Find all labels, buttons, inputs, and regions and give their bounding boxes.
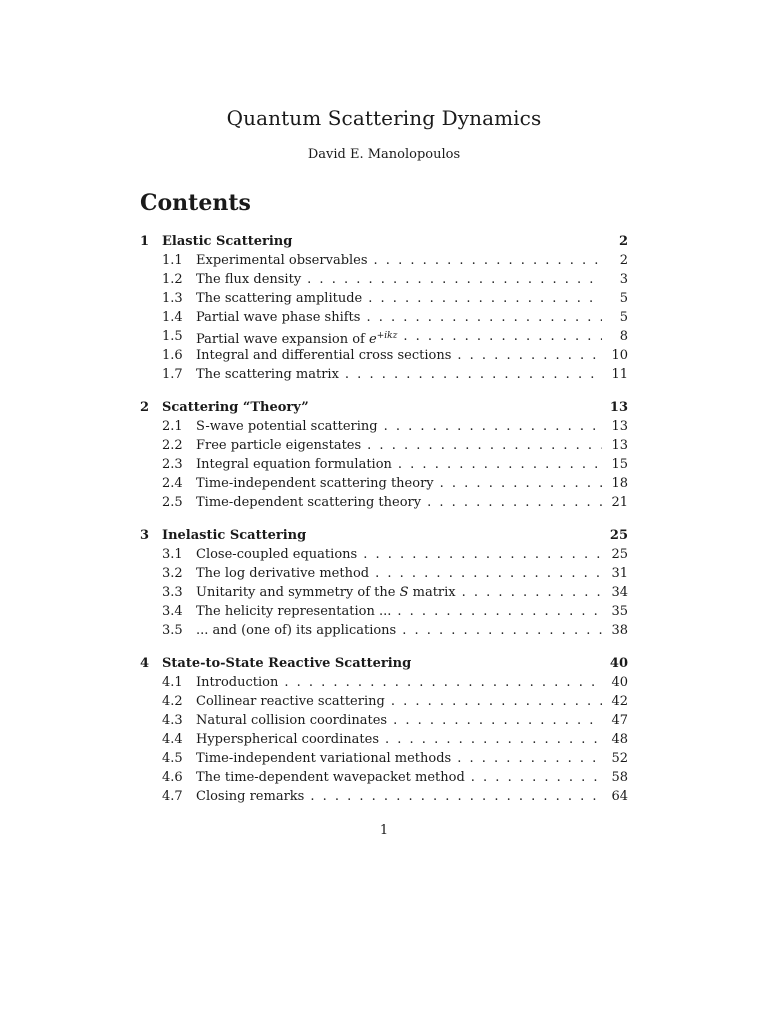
section-page-number: 13 <box>611 438 628 453</box>
toc-chapter-row[interactable] <box>140 232 628 251</box>
dot-leader <box>366 308 602 327</box>
dot-leader <box>403 327 602 346</box>
section-title-text: Hyperspherical coordinates <box>196 732 380 747</box>
section-number: 2.1 <box>162 419 183 434</box>
toc-section-row[interactable] <box>140 251 628 270</box>
section-number: 2.3 <box>162 457 183 472</box>
section-title <box>196 673 284 692</box>
chapter-number: 1 <box>140 234 150 249</box>
section-number: 4.2 <box>162 694 183 709</box>
toc-section-row[interactable] <box>140 365 628 384</box>
toc-section-row[interactable] <box>140 730 628 749</box>
toc-chapter-row[interactable] <box>140 398 628 417</box>
section-page-number: 48 <box>611 732 628 747</box>
toc-section-row[interactable] <box>140 493 628 512</box>
toc-section-row[interactable] <box>140 602 628 621</box>
section-title-text: The flux density <box>196 272 302 287</box>
section-page-number: 34 <box>611 585 628 600</box>
chapter-page-number: 40 <box>609 656 628 671</box>
section-number: 3.4 <box>162 604 183 619</box>
document-author: David E. Manolopoulos <box>307 147 461 162</box>
dot-leader <box>384 417 602 436</box>
section-page-number: 15 <box>611 457 628 472</box>
dot-leader <box>427 493 602 512</box>
dot-leader <box>457 749 602 768</box>
section-page-number: 5 <box>619 291 628 306</box>
section-title-text: Natural collision coordinates <box>196 713 388 728</box>
toc-section-row[interactable] <box>140 270 628 289</box>
section-title <box>196 621 402 640</box>
section-title-text: Time-independent variational methods <box>196 751 452 766</box>
toc-section-row[interactable] <box>140 749 628 768</box>
section-page-number: 18 <box>611 476 628 491</box>
section-title-text: Time-dependent scattering theory <box>196 495 422 510</box>
section-title <box>196 327 403 346</box>
toc-chapter-row[interactable] <box>140 654 628 673</box>
section-page-number: 13 <box>611 419 628 434</box>
section-page-number: 25 <box>611 547 628 562</box>
toc-section-row[interactable] <box>140 545 628 564</box>
section-title-text: Time-independent scattering theory <box>196 476 434 491</box>
chapter-page-number: 13 <box>609 400 628 415</box>
section-title-text: Collinear reactive scattering <box>196 694 385 709</box>
dot-leader <box>345 365 602 384</box>
section-title <box>196 308 366 327</box>
section-title <box>196 417 384 436</box>
section-number: 1.5 <box>162 329 183 344</box>
section-number: 1.1 <box>162 253 183 268</box>
chapter-number: 3 <box>140 528 150 543</box>
section-number: 4.6 <box>162 770 183 785</box>
section-title <box>196 545 363 564</box>
section-page-number: 21 <box>611 495 628 510</box>
section-title <box>196 346 457 365</box>
section-page-number: 5 <box>619 310 628 325</box>
dot-leader <box>391 692 602 711</box>
section-number: 3.1 <box>162 547 183 562</box>
dot-leader <box>440 474 602 493</box>
section-title-text: S-wave potential scattering <box>196 419 378 434</box>
section-title <box>196 730 385 749</box>
section-title-text: The scattering matrix <box>196 367 339 382</box>
section-title <box>196 711 393 730</box>
section-title <box>196 474 440 493</box>
section-page-number: 2 <box>619 253 628 268</box>
section-page-number: 11 <box>611 367 628 382</box>
section-title-text: Experimental observables <box>196 253 368 268</box>
toc-section-row[interactable] <box>140 673 628 692</box>
section-title <box>196 436 367 455</box>
toc-section-row[interactable] <box>140 692 628 711</box>
toc-section-row[interactable] <box>140 327 628 346</box>
section-title <box>196 602 397 621</box>
dot-leader <box>462 583 602 602</box>
dot-leader <box>284 673 602 692</box>
section-number: 3.5 <box>162 623 183 638</box>
dot-leader <box>367 436 602 455</box>
toc-section-row[interactable] <box>140 474 628 493</box>
section-title <box>196 270 307 289</box>
section-number: 4.4 <box>162 732 183 747</box>
section-title <box>196 365 345 384</box>
document-title: Quantum Scattering Dynamics <box>226 106 542 130</box>
section-title-text: Close-coupled equations <box>196 547 358 562</box>
section-number: 1.6 <box>162 348 183 363</box>
chapter-number: 4 <box>140 656 150 671</box>
section-title <box>196 787 310 806</box>
chapter-title: State-to-State Reactive Scattering <box>162 656 412 671</box>
section-page-number: 52 <box>611 751 628 766</box>
section-page-number: 3 <box>619 272 628 287</box>
toc-chapter-row[interactable] <box>140 526 628 545</box>
table-of-contents <box>140 232 628 806</box>
section-title <box>196 455 398 474</box>
section-number: 4.5 <box>162 751 183 766</box>
section-page-number: 8 <box>619 329 628 344</box>
toc-section-row[interactable] <box>140 621 628 640</box>
section-title-text: The time-dependent wavepacket method <box>196 770 465 785</box>
chapter-title: Inelastic Scattering <box>162 528 307 543</box>
section-title-text: The log derivative method <box>196 566 370 581</box>
toc-section-row[interactable] <box>140 308 628 327</box>
section-number: 4.1 <box>162 675 183 690</box>
section-page-number: 64 <box>611 789 628 804</box>
toc-section-row[interactable] <box>140 417 628 436</box>
toc-section-row[interactable] <box>140 455 628 474</box>
toc-section-row[interactable] <box>140 289 628 308</box>
section-title <box>196 251 374 270</box>
section-title <box>196 583 462 602</box>
dot-leader <box>375 564 602 583</box>
page-number: 1 <box>379 823 389 838</box>
chapter-title: Elastic Scattering <box>162 234 293 249</box>
dot-leader <box>393 711 602 730</box>
dot-leader <box>471 768 602 787</box>
section-page-number: 38 <box>611 623 628 638</box>
dot-leader <box>368 289 602 308</box>
section-number: 4.3 <box>162 713 183 728</box>
toc-section-row[interactable] <box>140 346 628 365</box>
chapter-number: 2 <box>140 400 150 415</box>
section-number: 1.2 <box>162 272 183 287</box>
dot-leader <box>310 787 602 806</box>
section-number: 3.2 <box>162 566 183 581</box>
toc-section-row[interactable] <box>140 436 628 455</box>
dot-leader <box>397 602 602 621</box>
math-variable: e <box>369 332 377 347</box>
section-title-text: Unitarity and symmetry of the S matrix <box>196 585 456 600</box>
dot-leader <box>385 730 602 749</box>
section-title-text: The scattering amplitude <box>196 291 363 306</box>
section-page-number: 42 <box>611 694 628 709</box>
toc-section-row[interactable] <box>140 564 628 583</box>
section-title-text: Partial wave phase shifts <box>196 310 361 325</box>
section-title-text: Free particle eigenstates <box>196 438 362 453</box>
section-title-text: Introduction <box>196 675 279 690</box>
section-number: 1.7 <box>162 367 183 382</box>
section-number: 2.4 <box>162 476 183 491</box>
dot-leader <box>307 270 602 289</box>
section-number: 1.3 <box>162 291 183 306</box>
section-title-text: Integral equation formulation <box>196 457 392 472</box>
section-title-superscript: +ikz <box>376 331 398 341</box>
section-title <box>196 289 368 308</box>
toc-section-row[interactable] <box>140 583 628 602</box>
contents-heading: Contents <box>140 190 251 216</box>
section-page-number: 10 <box>611 348 628 363</box>
section-title <box>196 692 391 711</box>
dot-leader <box>398 455 602 474</box>
chapter-page-number: 2 <box>618 234 628 249</box>
dot-leader <box>402 621 602 640</box>
toc-section-row[interactable] <box>140 711 628 730</box>
section-page-number: 31 <box>611 566 628 581</box>
section-title <box>196 493 427 512</box>
section-page-number: 35 <box>611 604 628 619</box>
section-number: 2.2 <box>162 438 183 453</box>
section-number: 3.3 <box>162 585 183 600</box>
dot-leader <box>374 251 602 270</box>
section-number: 2.5 <box>162 495 183 510</box>
section-title <box>196 564 375 583</box>
section-title-text: Closing remarks <box>196 789 305 804</box>
section-page-number: 47 <box>611 713 628 728</box>
section-page-number: 40 <box>611 675 628 690</box>
chapter-title: Scattering “Theory” <box>162 400 309 415</box>
section-title-text: The helicity representation ... <box>196 604 392 619</box>
section-number: 1.4 <box>162 310 183 325</box>
section-title-text: ... and (one of) its applications <box>196 623 397 638</box>
section-title-text: Partial wave expansion of e <box>196 332 377 347</box>
section-title <box>196 749 457 768</box>
section-title <box>196 768 471 787</box>
section-page-number: 58 <box>611 770 628 785</box>
toc-section-row[interactable] <box>140 787 628 806</box>
dot-leader <box>457 346 602 365</box>
chapter-page-number: 25 <box>609 528 628 543</box>
section-number: 4.7 <box>162 789 183 804</box>
dot-leader <box>363 545 602 564</box>
section-title-text: Integral and differential cross sections <box>196 348 452 363</box>
math-variable: S <box>399 585 409 600</box>
toc-section-row[interactable] <box>140 768 628 787</box>
